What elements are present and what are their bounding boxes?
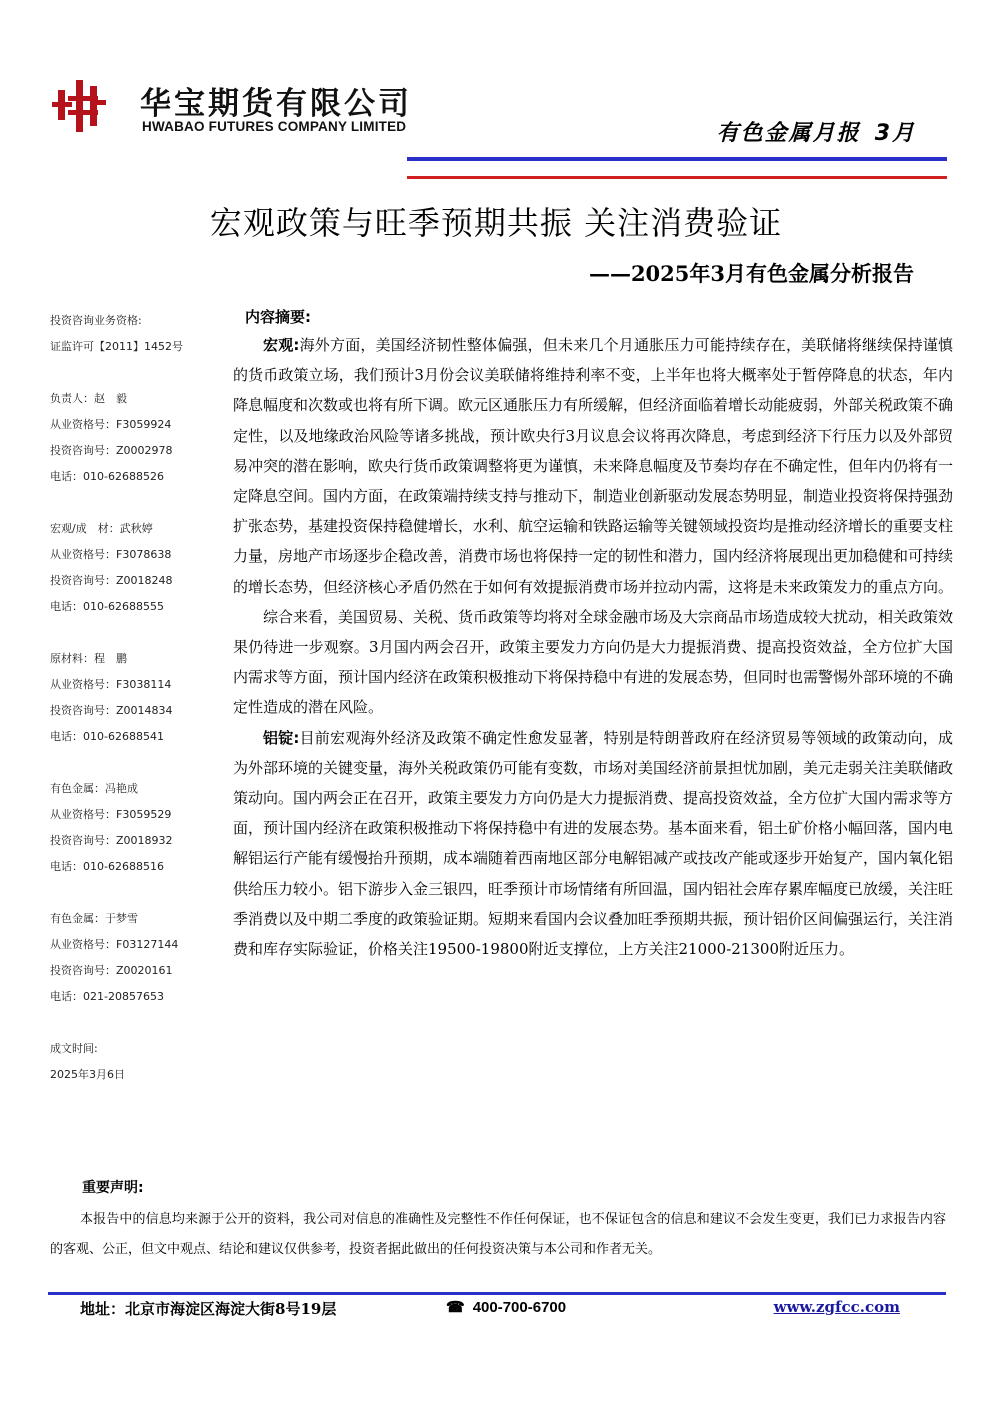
macro-text: 海外方面，美国经济韧性整体偏强，但未来几个月通胀压力可能持续存在，美联储将继续保持谨慎的货币政策立场，我们预计3月份会议美联储将维持利率不变，上半年也将大概率处于暂停降息的状态，年内降息幅度和次数或也将有所下调。欧元区通胀压力有所缓解，但经济面临着增长动能疲弱，外部关税政策不确定性，以及地缘政治风险等诸多挑战，预计欧央行3月议息会议将再次降息，考虑到经济下行压力以及外部贸易冲突的潜在影响，欧央行货币政策调整将更为谨慎，未来降息幅度及节奏均存在不确定性，但年内仍将有一定降息空间。国内方面，在政策端持续支持与推动下，制造业创新驱动发展态势明显，制造业投资将保持强劲扩张态势，基建投资保持稳健增长，水利、航空运输和铁路运输等关键领域投资均是推动经济增长的重要支柱力量，房地产市场逐步企稳改善，消费市场也将保持一定的韧性和潜力，国内经济将展现出更加稳健和可持续的增长态势，但经济核心矛盾仍然在于如何有效提振消费市场并拉动内需，这将是未来政策发力的重点方向。 xyxy=(233,336,954,596)
macro-paragraph xyxy=(233,330,953,602)
summary-paragraph: 综合来看，美国贸易、关税、货币政策等均将对全球金融市场及大宗商品市场造成较大扰动，相关政策效果仍待进一步观察。3月国内两会召开，政策主要发力方向仍是大力提振消费、提高投资效益，全方位扩大国内需求等方面，预计国内经济在政策积极推动下将保持稳中有进的发展态势，但同时也需警惕外部环境的不确定性造成的潜在风险。 xyxy=(233,607,954,717)
contact-license: 从业资格号：F3059529 xyxy=(50,808,172,821)
abstract-section xyxy=(233,304,953,964)
aluminum-lead: 铝锭: xyxy=(263,728,300,747)
contact-role: 原材料：程 鹏 xyxy=(50,652,127,665)
report-type xyxy=(717,116,916,147)
contact-advisory: 投资咨询号：Z0002978 xyxy=(50,444,173,457)
hwabao-logo-icon xyxy=(52,76,108,136)
contact-role: 宏观/成 材：武秋婷 xyxy=(50,522,153,535)
footer-website-link[interactable]: www.zgfcc.com xyxy=(773,1298,900,1316)
phone-icon: ☎ xyxy=(446,1299,465,1316)
report-title: 宏观政策与旺季预期共振 关注消费验证 xyxy=(209,204,783,242)
contact-license: 从业资格号：F03127144 xyxy=(50,938,179,951)
footer-phone xyxy=(446,1298,566,1316)
contact-advisory: 投资咨询号：Z0014834 xyxy=(50,704,173,717)
aluminum-paragraph xyxy=(233,723,953,965)
report-subtitle: ——2025年3月有色金属分析报告 xyxy=(588,261,914,286)
aluminum-text: 目前宏观海外经济及政策不确定性愈发显著，特别是特朗普政府在经济贸易等领域的政策动向，成为外部环境的关键变量，海外关税政策仍可能有变数，市场对美国经济前景担忧加剧，美元走弱关注美联储政策动向。国内两会正在召开，政策主要发力方向仍是大力提振消费、提高投资效益，全方位扩大国内需求等方面，预计国内经济在政策积极推动下将保持稳中有进的发展态势。基本面来看，铝土矿价格小幅回落，国内电解铝运行产能有缓慢抬升预期，成本端随着西南地区部分电解铝减产或技改产能或逐步开始复产，国内氧化铝供给压力较小。铝下游步入金三银四，旺季预计市场情绪有所回温，国内铝社会库存累库幅度已放缓，关注旺季消费以及中期二季度的政策验证期。短期来看国内会议叠加旺季预期共振，预计铝价区间偏强运行，关注消费和库存实际验证，价格关注19500-19800附近支撑位，上方关注21000-21300附近压力。 xyxy=(233,728,954,959)
abstract-title: 内容摘要: xyxy=(245,308,311,326)
header-rule-blue xyxy=(407,157,947,161)
contact-phone: 电话：010-62688555 xyxy=(50,600,164,613)
contact-phone: 电话：010-62688526 xyxy=(50,470,164,483)
date-label: 成文时间: xyxy=(50,1042,98,1055)
disclaimer-title: 重要声明: xyxy=(82,1180,144,1196)
footer-address: 地址：北京市海淀区海淀大街8号19层 xyxy=(80,1300,337,1318)
footer xyxy=(80,1298,900,1324)
contact-advisory: 投资咨询号：Z0018932 xyxy=(50,834,173,847)
contact-phone: 电话：010-62688541 xyxy=(50,730,164,743)
disclaimer-text: 本报告中的信息均来源于公开的资料，我公司对信息的准确性及完整性不作任何保证，也不保证包含的信息和建议不会发生变更，我们已力求报告内容的客观、公正，但文中观点、结论和建议仅供参考，投资者据此做出的任何投资决策与本公司和作者无关。 xyxy=(50,1212,946,1257)
contact-advisory: 投资咨询号：Z0020161 xyxy=(50,964,173,977)
qualification-label: 投资咨询业务资格: xyxy=(50,314,142,327)
report-month: 3月 xyxy=(874,121,916,146)
contact-role: 有色金属：冯艳成 xyxy=(50,782,138,795)
contact-license: 从业资格号：F3038114 xyxy=(50,678,172,691)
footer-rule xyxy=(48,1292,946,1295)
analyst-sidebar xyxy=(50,312,230,1092)
qualification-value: 证监许可【2011】1452号 xyxy=(50,340,183,353)
header-rule-red xyxy=(407,176,947,179)
report-type-label: 有色金属月报 xyxy=(716,121,861,146)
contact-advisory: 投资咨询号：Z0018248 xyxy=(50,574,173,587)
contact-role: 负责人：赵 毅 xyxy=(50,392,127,405)
contact-phone: 电话：021-20857653 xyxy=(50,990,164,1003)
contact-license: 从业资格号：F3059924 xyxy=(50,418,172,431)
macro-lead: 宏观: xyxy=(263,336,300,354)
contact-phone: 电话：010-62688516 xyxy=(50,860,164,873)
footer-phone-number: 400-700-6700 xyxy=(472,1299,567,1316)
company-name-en: HWABAO FUTURES COMPANY LIMITED xyxy=(142,119,407,134)
company-name-cn: 华宝期货有限公司 xyxy=(140,86,412,122)
contact-role: 有色金属：于梦雪 xyxy=(50,912,138,925)
report-header xyxy=(0,0,992,190)
contact-license: 从业资格号：F3078638 xyxy=(50,548,172,561)
date-value: 2025年3月6日 xyxy=(50,1068,125,1081)
